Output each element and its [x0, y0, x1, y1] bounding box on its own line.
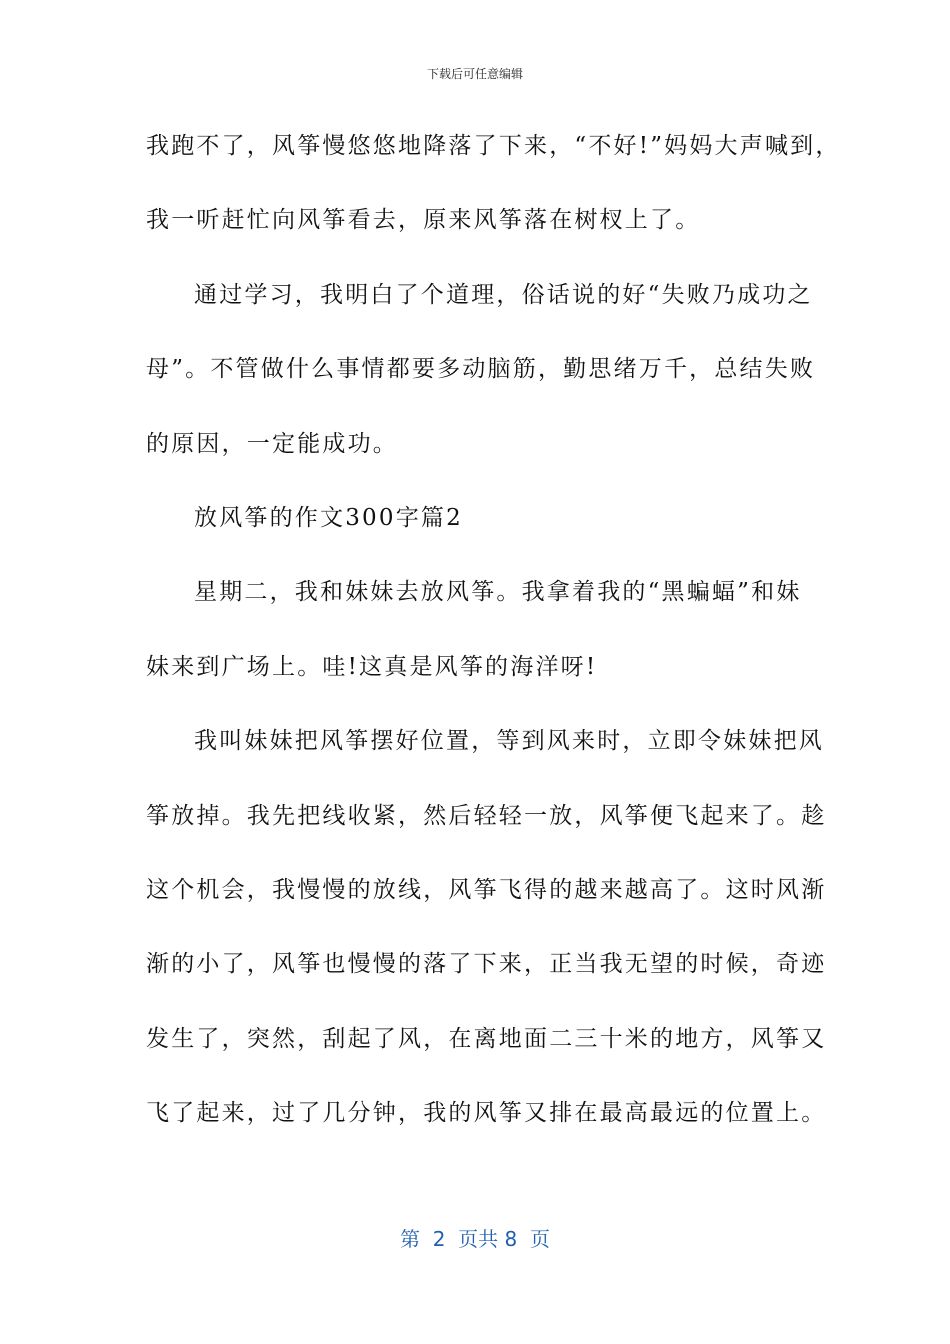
text-line-7: 星期二，我和妹妹去放风筝。我拿着我的“黑蝙蝠”和妹: [194, 579, 802, 606]
text-line-8: 妹来到广场上。哇!这真是风筝的海洋呀!: [146, 653, 598, 680]
text-line-9: 我叫妹妹把风筝摆好位置，等到风来时，立即令妹妹把风: [194, 728, 824, 755]
text-line-1: 我跑不了，风筝慢悠悠地降落了下来，“不好!”妈妈大声喊到，: [146, 133, 841, 159]
text-line-13: 发生了，突然，刮起了风，在离地面二三十米的地方，风筝又: [146, 1025, 827, 1052]
text-line-4: 母”。不管做什么事情都要多动脑筋，勤思绪万千，总结失败: [146, 356, 816, 383]
page-header-note: 下载后可任意编辑: [426, 67, 523, 81]
text-line-14: 飞了起来，过了几分钟，我的风筝又排在最高最远的位置上。: [146, 1100, 827, 1127]
text-line-2: 我一听赶忙向风筝看去，原来风筝落在树杈上了。: [146, 207, 701, 234]
text-line-10: 筝放掉。我先把线收紧，然后轻轻一放，风筝便飞起来了。趁: [146, 802, 827, 829]
text-line-5: 的原因，一定能成功。: [146, 430, 398, 457]
text-line-12: 渐的小了，风筝也慢慢的落了下来，正当我无望的时候，奇迹: [146, 951, 827, 978]
text-line-3: 通过学习，我明白了个道理，俗话说的好“失败乃成功之: [194, 281, 813, 308]
text-line-11: 这个机会，我慢慢的放线，风筝飞得的越来越高了。这时风渐: [146, 876, 827, 903]
document-body: [146, 125, 841, 1166]
page-number-footer: 第 2 页共 8 页: [400, 1227, 550, 1251]
section-heading: 放风筝的作文300字篇2: [194, 504, 463, 531]
